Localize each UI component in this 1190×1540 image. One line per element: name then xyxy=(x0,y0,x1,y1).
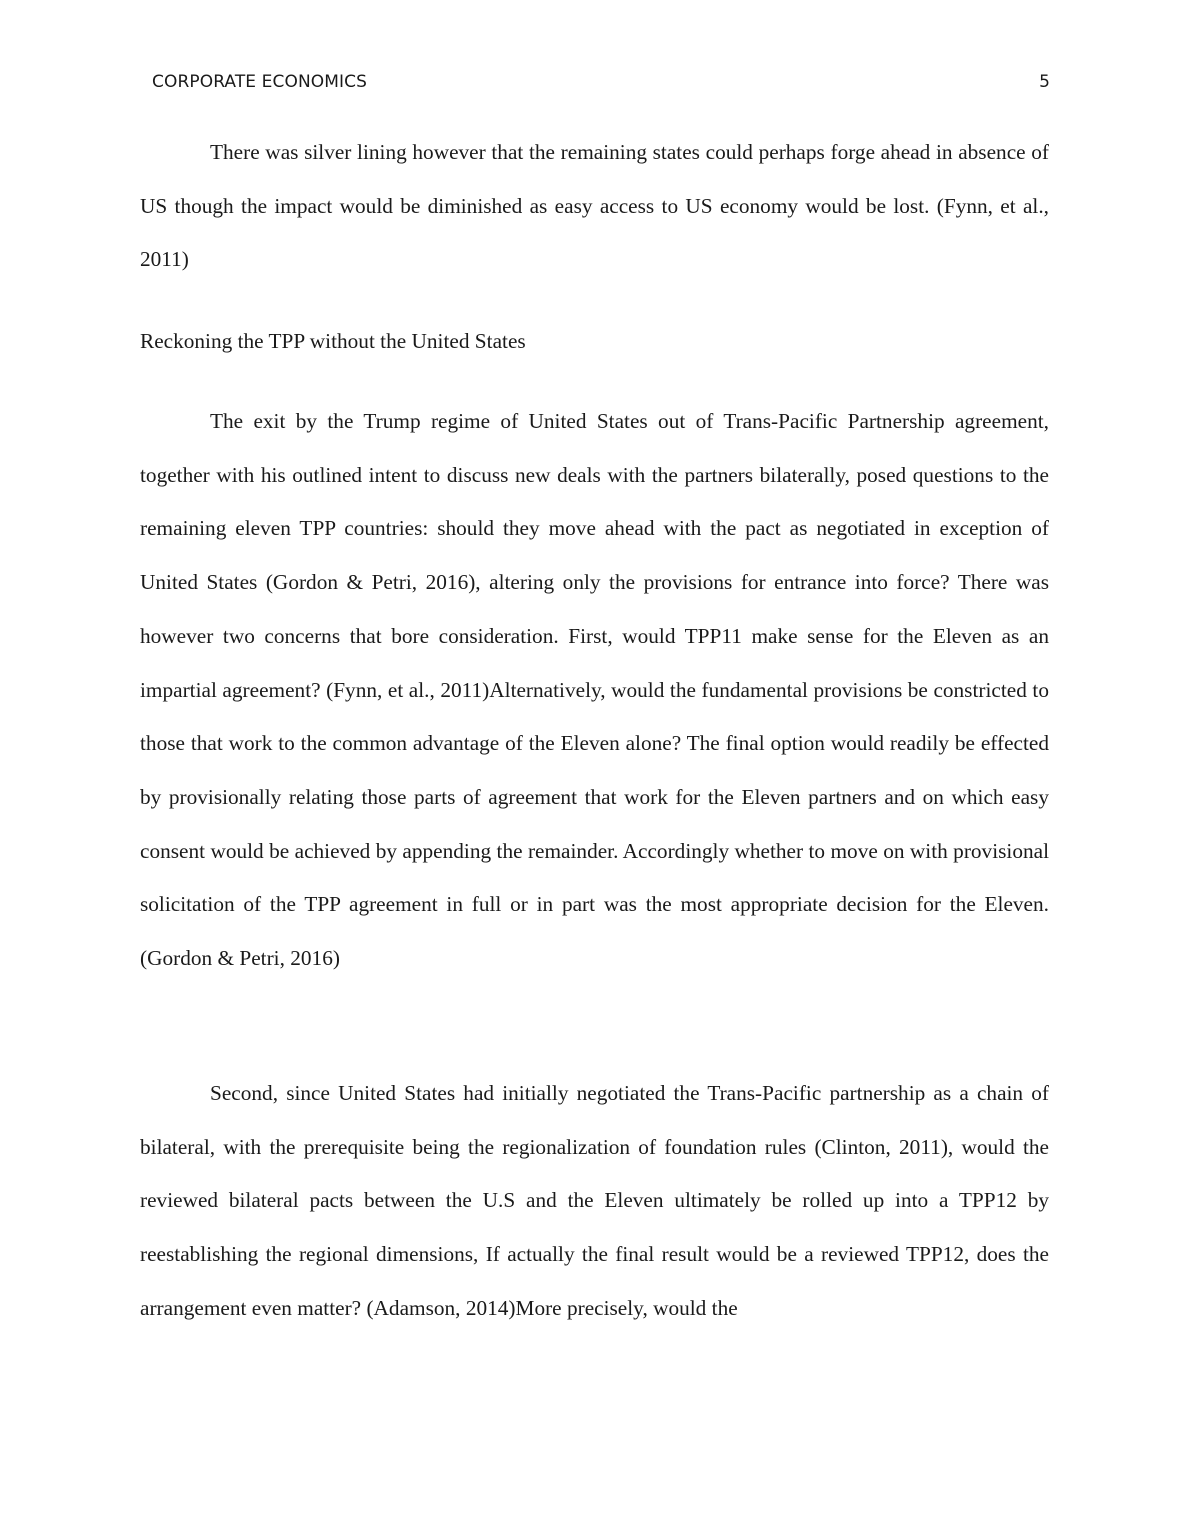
paragraph-1: There was silver lining however that the remaining states could perhaps forge ahead in absence of US though the impact would be diminished as easy access to US economy would be lost. (Fynn, et al., 2011) xyxy=(140,140,1049,272)
paragraph-3: Second, since United States had initially negotiated the Trans-Pacific partnership as a chain of bilateral, with the prerequisite being the regionalization of foundation rules (Clinton, 2011), would the reviewed bilateral pacts between the U.S and the Eleven ultimately be rolled up into a TPP12 by reestablishing the regional dimensions, If actually the final result would be a reviewed TPP12, does the arrangement even matter? (Adamson, 2014)More precisely, would the xyxy=(140,1081,1049,1320)
running-head: CORPORATE ECONOMICS xyxy=(152,72,367,92)
page-number: 5 xyxy=(1039,72,1050,92)
paragraph-block xyxy=(140,395,1049,986)
paragraph-2: The exit by the Trump regime of United States out of Trans-Pacific Partnership agreement, together with his outlined intent to discuss new deals with the partners bilaterally, posed questions to the remaining eleven TPP countries: should they move ahead with the pact as negotiated in exception of United States (Gordon & Petri, 2016), altering only the provisions for entrance into force? There was however two concerns that bore consideration. First, would TPP11 make sense for the Eleven as an impartial agreement? (Fynn, et al., 2011)Alternatively, would the fundamental provisions be constricted to those that work to the common advantage of the Eleven alone? The final option would readily be effected by provisionally relating those parts of agreement that work for the Eleven partners and on which easy consent would be achieved by appending the remainder. Accordingly whether to move on with provisional solicitation of the TPP agreement in full or in part was the most appropriate decision for the Eleven. (Gordon & Petri, 2016) xyxy=(140,409,1049,971)
heading-block xyxy=(140,315,1049,369)
section-heading: Reckoning the TPP without the United States xyxy=(140,329,526,353)
paragraph-block xyxy=(140,1067,1049,1336)
paragraph-block xyxy=(140,126,1049,287)
